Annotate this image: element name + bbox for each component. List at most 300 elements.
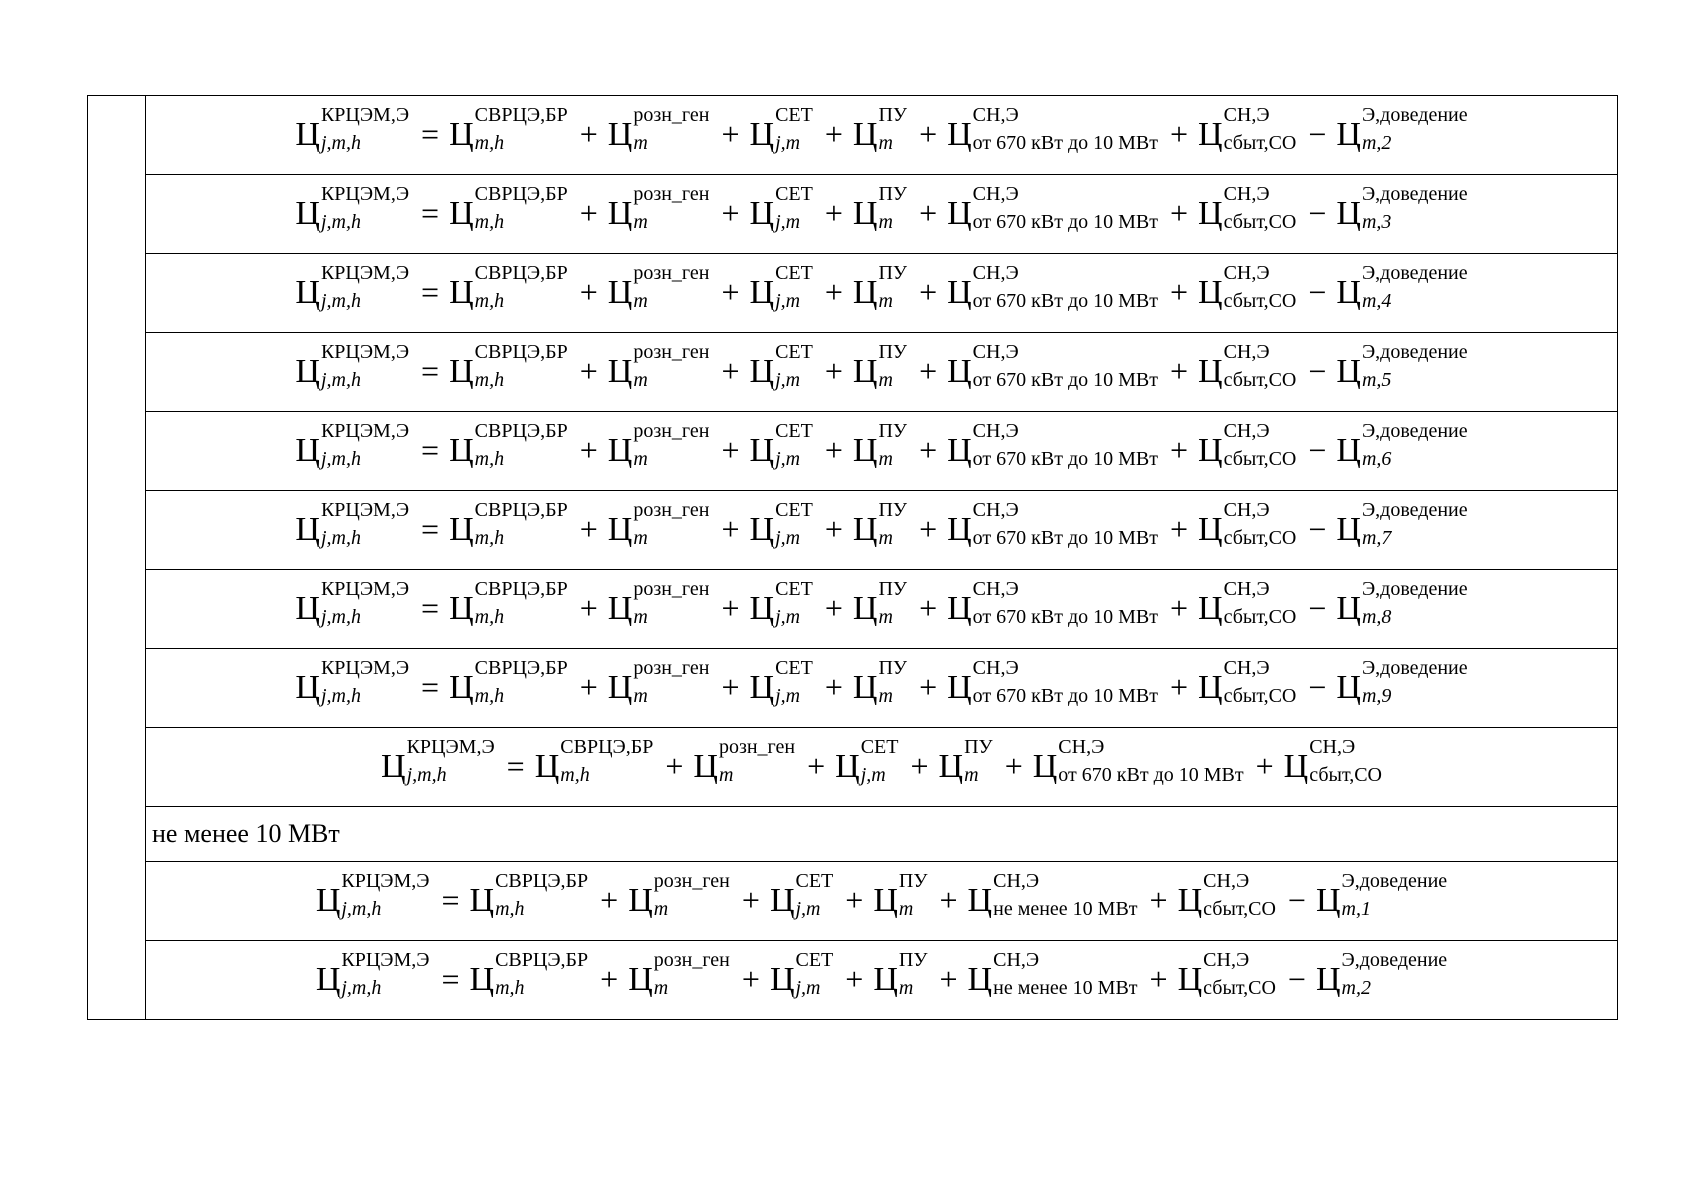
- dovedenie-price-scripts: Э,доведение m,7: [1361, 499, 1468, 549]
- plus-sign: +: [919, 195, 938, 231]
- sbyt-price-subscript: сбыт,СО: [1223, 369, 1297, 391]
- rozn-gen-price-term: [628, 870, 730, 920]
- rozn-gen-price-term: [628, 949, 730, 999]
- minus-sign: −: [1287, 882, 1306, 918]
- svrc-price-scripts: СВРЦЭ,БР m,h: [474, 657, 568, 707]
- price-formula: [295, 183, 1468, 233]
- plus-sign: +: [579, 116, 598, 152]
- price-symbol: Ц: [1198, 116, 1223, 153]
- price-symbol: Ц: [1336, 274, 1361, 311]
- minus-sign: −: [1308, 511, 1327, 547]
- plus-sign: +: [919, 353, 938, 389]
- formula-table: [87, 95, 1618, 1020]
- sbyt-price-subscript: сбыт,СО: [1223, 527, 1297, 549]
- svrc-price-subscript: m,h: [474, 290, 505, 312]
- network-price-scripts: СЕТ j,m: [775, 420, 813, 470]
- plus-sign: +: [824, 116, 843, 152]
- equals-sign: =: [421, 274, 440, 310]
- lhs-price-term: [295, 262, 410, 312]
- sbyt-price-scripts: СН,Э сбыт,СО: [1309, 736, 1382, 786]
- plus-sign: +: [665, 748, 684, 784]
- pu-price-subscript: m: [898, 898, 914, 920]
- dovedenie-price-scripts: Э,доведение m,6: [1361, 420, 1468, 470]
- network-price-term: [749, 578, 813, 628]
- price-symbol: Ц: [1315, 961, 1341, 998]
- network-price-subscript: j,m: [775, 527, 801, 549]
- svrc-price-scripts: СВРЦЭ,БР m,h: [474, 104, 568, 154]
- price-symbol: Ц: [295, 195, 320, 232]
- sn-price-scripts: СН,Э от 670 кВт до 10 МВт: [972, 183, 1158, 233]
- sbyt-price-scripts: СН,Э сбыт,СО: [1223, 262, 1297, 312]
- lhs-price-subscript: j,m,h: [341, 898, 382, 920]
- sn-price-term: [947, 578, 1158, 628]
- svrc-price-subscript: m,h: [474, 527, 505, 549]
- network-price-scripts: СЕТ j,m: [795, 949, 834, 999]
- dovedenie-price-term: [1336, 499, 1468, 549]
- formula-row: [88, 254, 1618, 333]
- equals-sign: =: [421, 669, 440, 705]
- svrc-price-subscript: m,h: [495, 977, 525, 999]
- dovedenie-price-scripts: Э,доведение m,8: [1361, 578, 1468, 628]
- rozn-gen-price-scripts: розн_ген m: [633, 578, 710, 628]
- lhs-price-subscript: j,m,h: [320, 369, 361, 391]
- plus-sign: +: [741, 961, 760, 997]
- pu-price-subscript: m: [898, 977, 914, 999]
- price-symbol: Ц: [1198, 274, 1223, 311]
- dovedenie-price-scripts: Э,доведение m,2: [1361, 104, 1468, 154]
- formula-row: [88, 333, 1618, 412]
- dovedenie-price-term: [1336, 420, 1468, 470]
- equals-sign: =: [441, 961, 460, 997]
- sn-price-scripts: СН,Э от 670 кВт до 10 МВт: [972, 104, 1158, 154]
- sn-price-term: [947, 420, 1158, 470]
- plus-sign: +: [1169, 511, 1189, 547]
- equals-sign: =: [421, 432, 440, 468]
- network-price-subscript: j,m: [775, 290, 801, 312]
- price-symbol: Ц: [1336, 511, 1361, 548]
- dovedenie-price-subscript: m,7: [1361, 527, 1392, 549]
- lhs-price-term: [315, 870, 430, 920]
- pu-price-scripts: ПУ m: [878, 341, 908, 391]
- rozn-gen-price-subscript: m: [718, 764, 734, 786]
- price-symbol: Ц: [693, 748, 718, 785]
- formula-cell: [146, 570, 1618, 649]
- dovedenie-price-subscript: m,1: [1341, 898, 1371, 920]
- price-symbol: Ц: [1336, 353, 1361, 390]
- sbyt-price-scripts: СН,Э сбыт,СО: [1223, 183, 1297, 233]
- price-formula: [295, 420, 1468, 470]
- sbyt-price-scripts: СН,Э сбыт,СО: [1223, 578, 1297, 628]
- price-symbol: Ц: [469, 882, 495, 919]
- plus-sign: +: [919, 116, 938, 152]
- network-price-term: [749, 262, 813, 312]
- price-symbol: Ц: [1198, 195, 1223, 232]
- svrc-price-term: [449, 420, 568, 470]
- price-symbol: Ц: [873, 961, 898, 998]
- pu-price-scripts: ПУ m: [878, 420, 908, 470]
- sbyt-price-subscript: сбыт,СО: [1203, 977, 1276, 999]
- price-symbol: Ц: [947, 432, 972, 469]
- dovedenie-price-term: [1315, 870, 1448, 920]
- lhs-price-subscript: j,m,h: [320, 132, 361, 154]
- sbyt-price-term: [1198, 104, 1297, 154]
- plus-sign: +: [919, 669, 938, 705]
- plus-sign: +: [845, 961, 864, 997]
- price-symbol: Ц: [607, 432, 633, 469]
- rozn-gen-price-scripts: розн_ген m: [633, 499, 710, 549]
- sn-price-scripts: СН,Э не менее 10 МВт: [993, 949, 1138, 999]
- plus-sign: +: [600, 961, 619, 997]
- sbyt-price-term: [1198, 420, 1297, 470]
- sn-price-term: [947, 183, 1158, 233]
- section-heading: не менее 10 МВт: [146, 807, 1618, 862]
- price-symbol: Ц: [769, 961, 795, 998]
- price-symbol: Ц: [749, 669, 775, 706]
- rozn-gen-price-term: [607, 262, 710, 312]
- lhs-price-subscript: j,m,h: [320, 211, 361, 233]
- price-symbol: Ц: [1315, 882, 1341, 919]
- network-price-term: [749, 183, 813, 233]
- svrc-price-scripts: СВРЦЭ,БР m,h: [474, 420, 568, 470]
- price-symbol: Ц: [1032, 748, 1058, 785]
- rozn-gen-price-subscript: m: [653, 977, 669, 999]
- svrc-price-term: [449, 262, 568, 312]
- plus-sign: +: [579, 353, 598, 389]
- price-symbol: Ц: [381, 748, 406, 785]
- rozn-gen-price-term: [693, 736, 796, 786]
- svrc-price-term: [469, 870, 589, 920]
- sbyt-price-term: [1198, 183, 1297, 233]
- rozn-gen-price-term: [607, 420, 710, 470]
- price-symbol: Ц: [295, 274, 320, 311]
- plus-sign: +: [1169, 353, 1189, 389]
- price-symbol: Ц: [315, 882, 341, 919]
- svrc-price-subscript: m,h: [560, 764, 590, 786]
- pu-price-term: [852, 499, 908, 549]
- price-symbol: Ц: [947, 274, 972, 311]
- formula-cell: [146, 491, 1618, 570]
- price-formula: [295, 104, 1468, 154]
- network-price-subscript: j,m: [775, 448, 801, 470]
- price-symbol: Ц: [607, 116, 633, 153]
- network-price-subscript: j,m: [775, 211, 801, 233]
- network-price-term: [749, 499, 813, 549]
- sbyt-price-scripts: СН,Э сбыт,СО: [1203, 949, 1276, 999]
- sbyt-price-subscript: сбыт,СО: [1223, 685, 1297, 707]
- network-price-scripts: СЕТ j,m: [775, 262, 813, 312]
- price-symbol: Ц: [628, 961, 653, 998]
- network-price-term: [749, 420, 813, 470]
- equals-sign: =: [421, 511, 440, 547]
- svrc-price-term: [469, 949, 589, 999]
- network-price-subscript: j,m: [775, 606, 801, 628]
- lhs-price-scripts: КРЦЭМ,Э j,m,h: [320, 262, 410, 312]
- price-symbol: Ц: [607, 669, 633, 706]
- price-symbol: Ц: [938, 748, 964, 785]
- sbyt-price-subscript: сбыт,СО: [1223, 606, 1297, 628]
- lhs-price-scripts: КРЦЭМ,Э j,m,h: [406, 736, 495, 786]
- formula-cell: [146, 649, 1618, 728]
- sbyt-price-term: [1177, 949, 1276, 999]
- price-symbol: Ц: [873, 882, 898, 919]
- rozn-gen-price-scripts: розн_ген m: [633, 183, 710, 233]
- svrc-price-term: [449, 657, 568, 707]
- plus-sign: +: [721, 274, 740, 310]
- lhs-price-scripts: КРЦЭМ,Э j,m,h: [341, 949, 430, 999]
- plus-sign: +: [721, 195, 740, 231]
- lhs-price-subscript: j,m,h: [320, 290, 361, 312]
- pu-price-term: [852, 578, 908, 628]
- pu-price-scripts: ПУ m: [898, 949, 928, 999]
- pu-price-scripts: ПУ m: [898, 870, 928, 920]
- sn-price-term: [947, 499, 1158, 549]
- lhs-price-subscript: j,m,h: [320, 448, 361, 470]
- price-symbol: Ц: [1198, 511, 1223, 548]
- sbyt-price-scripts: СН,Э сбыт,СО: [1223, 657, 1297, 707]
- lhs-price-term: [381, 736, 495, 786]
- svrc-price-term: [449, 341, 568, 391]
- svrc-price-scripts: СВРЦЭ,БР m,h: [474, 499, 568, 549]
- equals-sign: =: [421, 590, 440, 626]
- rozn-gen-price-subscript: m: [633, 685, 648, 707]
- plus-sign: +: [845, 882, 864, 918]
- dovedenie-price-term: [1336, 657, 1468, 707]
- dovedenie-price-subscript: m,5: [1361, 369, 1392, 391]
- formula-row: [88, 649, 1618, 728]
- lhs-price-term: [295, 420, 410, 470]
- formula-row: [88, 412, 1618, 491]
- plus-sign: +: [721, 511, 740, 547]
- formula-row: [88, 96, 1618, 175]
- plus-sign: +: [939, 961, 958, 997]
- formula-cell: [146, 412, 1618, 491]
- pu-price-subscript: m: [878, 132, 893, 154]
- svrc-price-scripts: СВРЦЭ,БР m,h: [474, 262, 568, 312]
- price-symbol: Ц: [947, 195, 972, 232]
- network-price-term: [749, 341, 813, 391]
- formula-row: [88, 491, 1618, 570]
- pu-price-subscript: m: [878, 685, 893, 707]
- price-symbol: Ц: [749, 116, 775, 153]
- rozn-gen-price-scripts: розн_ген m: [633, 262, 710, 312]
- plus-sign: +: [1169, 116, 1189, 152]
- price-symbol: Ц: [1336, 432, 1361, 469]
- price-symbol: Ц: [295, 590, 320, 627]
- price-symbol: Ц: [469, 961, 495, 998]
- price-symbol: Ц: [749, 274, 775, 311]
- sn-price-subscript: от 670 кВт до 10 МВт: [972, 211, 1158, 233]
- price-symbol: Ц: [449, 432, 474, 469]
- network-price-subscript: j,m: [795, 898, 821, 920]
- pu-price-scripts: ПУ m: [964, 736, 993, 786]
- svrc-price-subscript: m,h: [495, 898, 525, 920]
- price-symbol: Ц: [749, 353, 775, 390]
- rozn-gen-price-scripts: розн_ген m: [633, 341, 710, 391]
- plus-sign: +: [579, 432, 598, 468]
- price-symbol: Ц: [295, 669, 320, 706]
- left-column-cell: [88, 96, 146, 1020]
- plus-sign: +: [807, 748, 826, 784]
- minus-sign: −: [1287, 961, 1306, 997]
- sbyt-price-subscript: сбыт,СО: [1223, 211, 1297, 233]
- plus-sign: +: [721, 590, 740, 626]
- svrc-price-subscript: m,h: [474, 448, 505, 470]
- plus-sign: +: [1169, 590, 1189, 626]
- pu-price-subscript: m: [878, 448, 893, 470]
- pu-price-subscript: m: [878, 527, 893, 549]
- network-price-subscript: j,m: [775, 369, 801, 391]
- svrc-price-term: [449, 104, 568, 154]
- price-symbol: Ц: [449, 116, 474, 153]
- sn-price-scripts: СН,Э от 670 кВт до 10 МВт: [972, 262, 1158, 312]
- minus-sign: −: [1308, 590, 1327, 626]
- pu-price-subscript: m: [878, 606, 893, 628]
- price-symbol: Ц: [295, 353, 320, 390]
- sn-price-term: [967, 870, 1138, 920]
- dovedenie-price-subscript: m,8: [1361, 606, 1392, 628]
- svrc-price-subscript: m,h: [474, 369, 505, 391]
- rozn-gen-price-scripts: розн_ген m: [653, 870, 730, 920]
- plus-sign: +: [721, 669, 740, 705]
- formula-cell: [146, 941, 1618, 1020]
- network-price-scripts: СЕТ j,m: [775, 578, 813, 628]
- price-symbol: Ц: [967, 961, 993, 998]
- plus-sign: +: [824, 590, 843, 626]
- minus-sign: −: [1308, 353, 1327, 389]
- plus-sign: +: [1169, 432, 1189, 468]
- sbyt-price-subscript: сбыт,СО: [1223, 290, 1297, 312]
- plus-sign: +: [1004, 748, 1023, 784]
- formula-cell: [146, 862, 1618, 941]
- lhs-price-scripts: КРЦЭМ,Э j,m,h: [320, 499, 410, 549]
- sn-price-scripts: СН,Э от 670 кВт до 10 МВт: [1058, 736, 1244, 786]
- rozn-gen-price-term: [607, 183, 710, 233]
- lhs-price-term: [295, 341, 410, 391]
- svrc-price-subscript: m,h: [474, 132, 505, 154]
- dovedenie-price-subscript: m,9: [1361, 685, 1392, 707]
- price-symbol: Ц: [449, 590, 474, 627]
- network-price-scripts: СЕТ j,m: [775, 657, 813, 707]
- pu-price-term: [873, 870, 928, 920]
- price-symbol: Ц: [1177, 882, 1203, 919]
- equals-sign: =: [421, 116, 440, 152]
- pu-price-term: [852, 262, 908, 312]
- lhs-price-scripts: КРЦЭМ,Э j,m,h: [320, 183, 410, 233]
- plus-sign: +: [824, 353, 843, 389]
- price-symbol: Ц: [315, 961, 341, 998]
- dovedenie-price-term: [1315, 949, 1448, 999]
- rozn-gen-price-scripts: розн_ген m: [718, 736, 796, 786]
- formula-row: [88, 570, 1618, 649]
- rozn-gen-price-scripts: розн_ген m: [633, 104, 710, 154]
- sbyt-price-scripts: СН,Э сбыт,СО: [1223, 341, 1297, 391]
- price-symbol: Ц: [607, 511, 633, 548]
- price-symbol: Ц: [1177, 961, 1203, 998]
- svrc-price-subscript: m,h: [474, 685, 505, 707]
- sn-price-scripts: СН,Э от 670 кВт до 10 МВт: [972, 341, 1158, 391]
- plus-sign: +: [824, 195, 843, 231]
- pu-price-subscript: m: [878, 369, 893, 391]
- plus-sign: +: [919, 590, 938, 626]
- sn-price-subscript: от 670 кВт до 10 МВт: [972, 448, 1158, 470]
- price-symbol: Ц: [628, 882, 653, 919]
- price-symbol: Ц: [607, 274, 633, 311]
- sn-price-subscript: от 670 кВт до 10 МВт: [972, 369, 1158, 391]
- sn-price-term: [947, 341, 1158, 391]
- plus-sign: +: [919, 274, 938, 310]
- sn-price-term: [1032, 736, 1244, 786]
- equals-sign: =: [421, 353, 440, 389]
- lhs-price-scripts: КРЦЭМ,Э j,m,h: [320, 420, 410, 470]
- price-formula: [315, 870, 1448, 920]
- dovedenie-price-scripts: Э,доведение m,9: [1361, 657, 1468, 707]
- minus-sign: −: [1308, 195, 1327, 231]
- svrc-price-term: [449, 499, 568, 549]
- sn-price-subscript: от 670 кВт до 10 МВт: [972, 290, 1158, 312]
- sbyt-price-scripts: СН,Э сбыт,СО: [1223, 420, 1297, 470]
- price-symbol: Ц: [295, 116, 320, 153]
- lhs-price-term: [295, 657, 410, 707]
- pu-price-subscript: m: [878, 290, 893, 312]
- dovedenie-price-subscript: m,2: [1361, 132, 1392, 154]
- price-symbol: Ц: [749, 590, 775, 627]
- dovedenie-price-subscript: m,6: [1361, 448, 1392, 470]
- lhs-price-subscript: j,m,h: [406, 764, 447, 786]
- lhs-price-subscript: j,m,h: [320, 527, 361, 549]
- price-symbol: Ц: [749, 195, 775, 232]
- rozn-gen-price-term: [607, 499, 710, 549]
- price-symbol: Ц: [852, 511, 878, 548]
- plus-sign: +: [1149, 882, 1168, 918]
- price-symbol: Ц: [1283, 748, 1309, 785]
- price-symbol: Ц: [449, 353, 474, 390]
- minus-sign: −: [1308, 669, 1327, 705]
- sbyt-price-term: [1198, 341, 1297, 391]
- price-symbol: Ц: [852, 195, 878, 232]
- price-symbol: Ц: [607, 590, 633, 627]
- lhs-price-term: [315, 949, 430, 999]
- price-symbol: Ц: [852, 353, 878, 390]
- pu-price-term: [852, 341, 908, 391]
- price-symbol: Ц: [749, 432, 775, 469]
- formula-row: [88, 728, 1618, 807]
- svrc-price-subscript: m,h: [474, 606, 505, 628]
- rozn-gen-price-subscript: m: [653, 898, 669, 920]
- price-symbol: Ц: [1336, 116, 1361, 153]
- price-symbol: Ц: [947, 116, 972, 153]
- equals-sign: =: [421, 195, 440, 231]
- price-symbol: Ц: [852, 669, 878, 706]
- network-price-subscript: j,m: [775, 132, 801, 154]
- lhs-price-subscript: j,m,h: [320, 685, 361, 707]
- price-symbol: Ц: [1336, 195, 1361, 232]
- formula-row: [88, 941, 1618, 1020]
- pu-price-term: [852, 420, 908, 470]
- price-symbol: Ц: [947, 353, 972, 390]
- pu-price-term: [852, 104, 908, 154]
- price-symbol: Ц: [769, 882, 795, 919]
- price-symbol: Ц: [835, 748, 860, 785]
- formula-cell: [146, 254, 1618, 333]
- pu-price-subscript: m: [878, 211, 893, 233]
- price-symbol: Ц: [449, 669, 474, 706]
- network-price-scripts: СЕТ j,m: [775, 341, 813, 391]
- rozn-gen-price-scripts: розн_ген m: [633, 657, 710, 707]
- price-symbol: Ц: [534, 748, 560, 785]
- sbyt-price-term: [1198, 657, 1297, 707]
- sbyt-price-scripts: СН,Э сбыт,СО: [1223, 104, 1297, 154]
- pu-price-subscript: m: [964, 764, 979, 786]
